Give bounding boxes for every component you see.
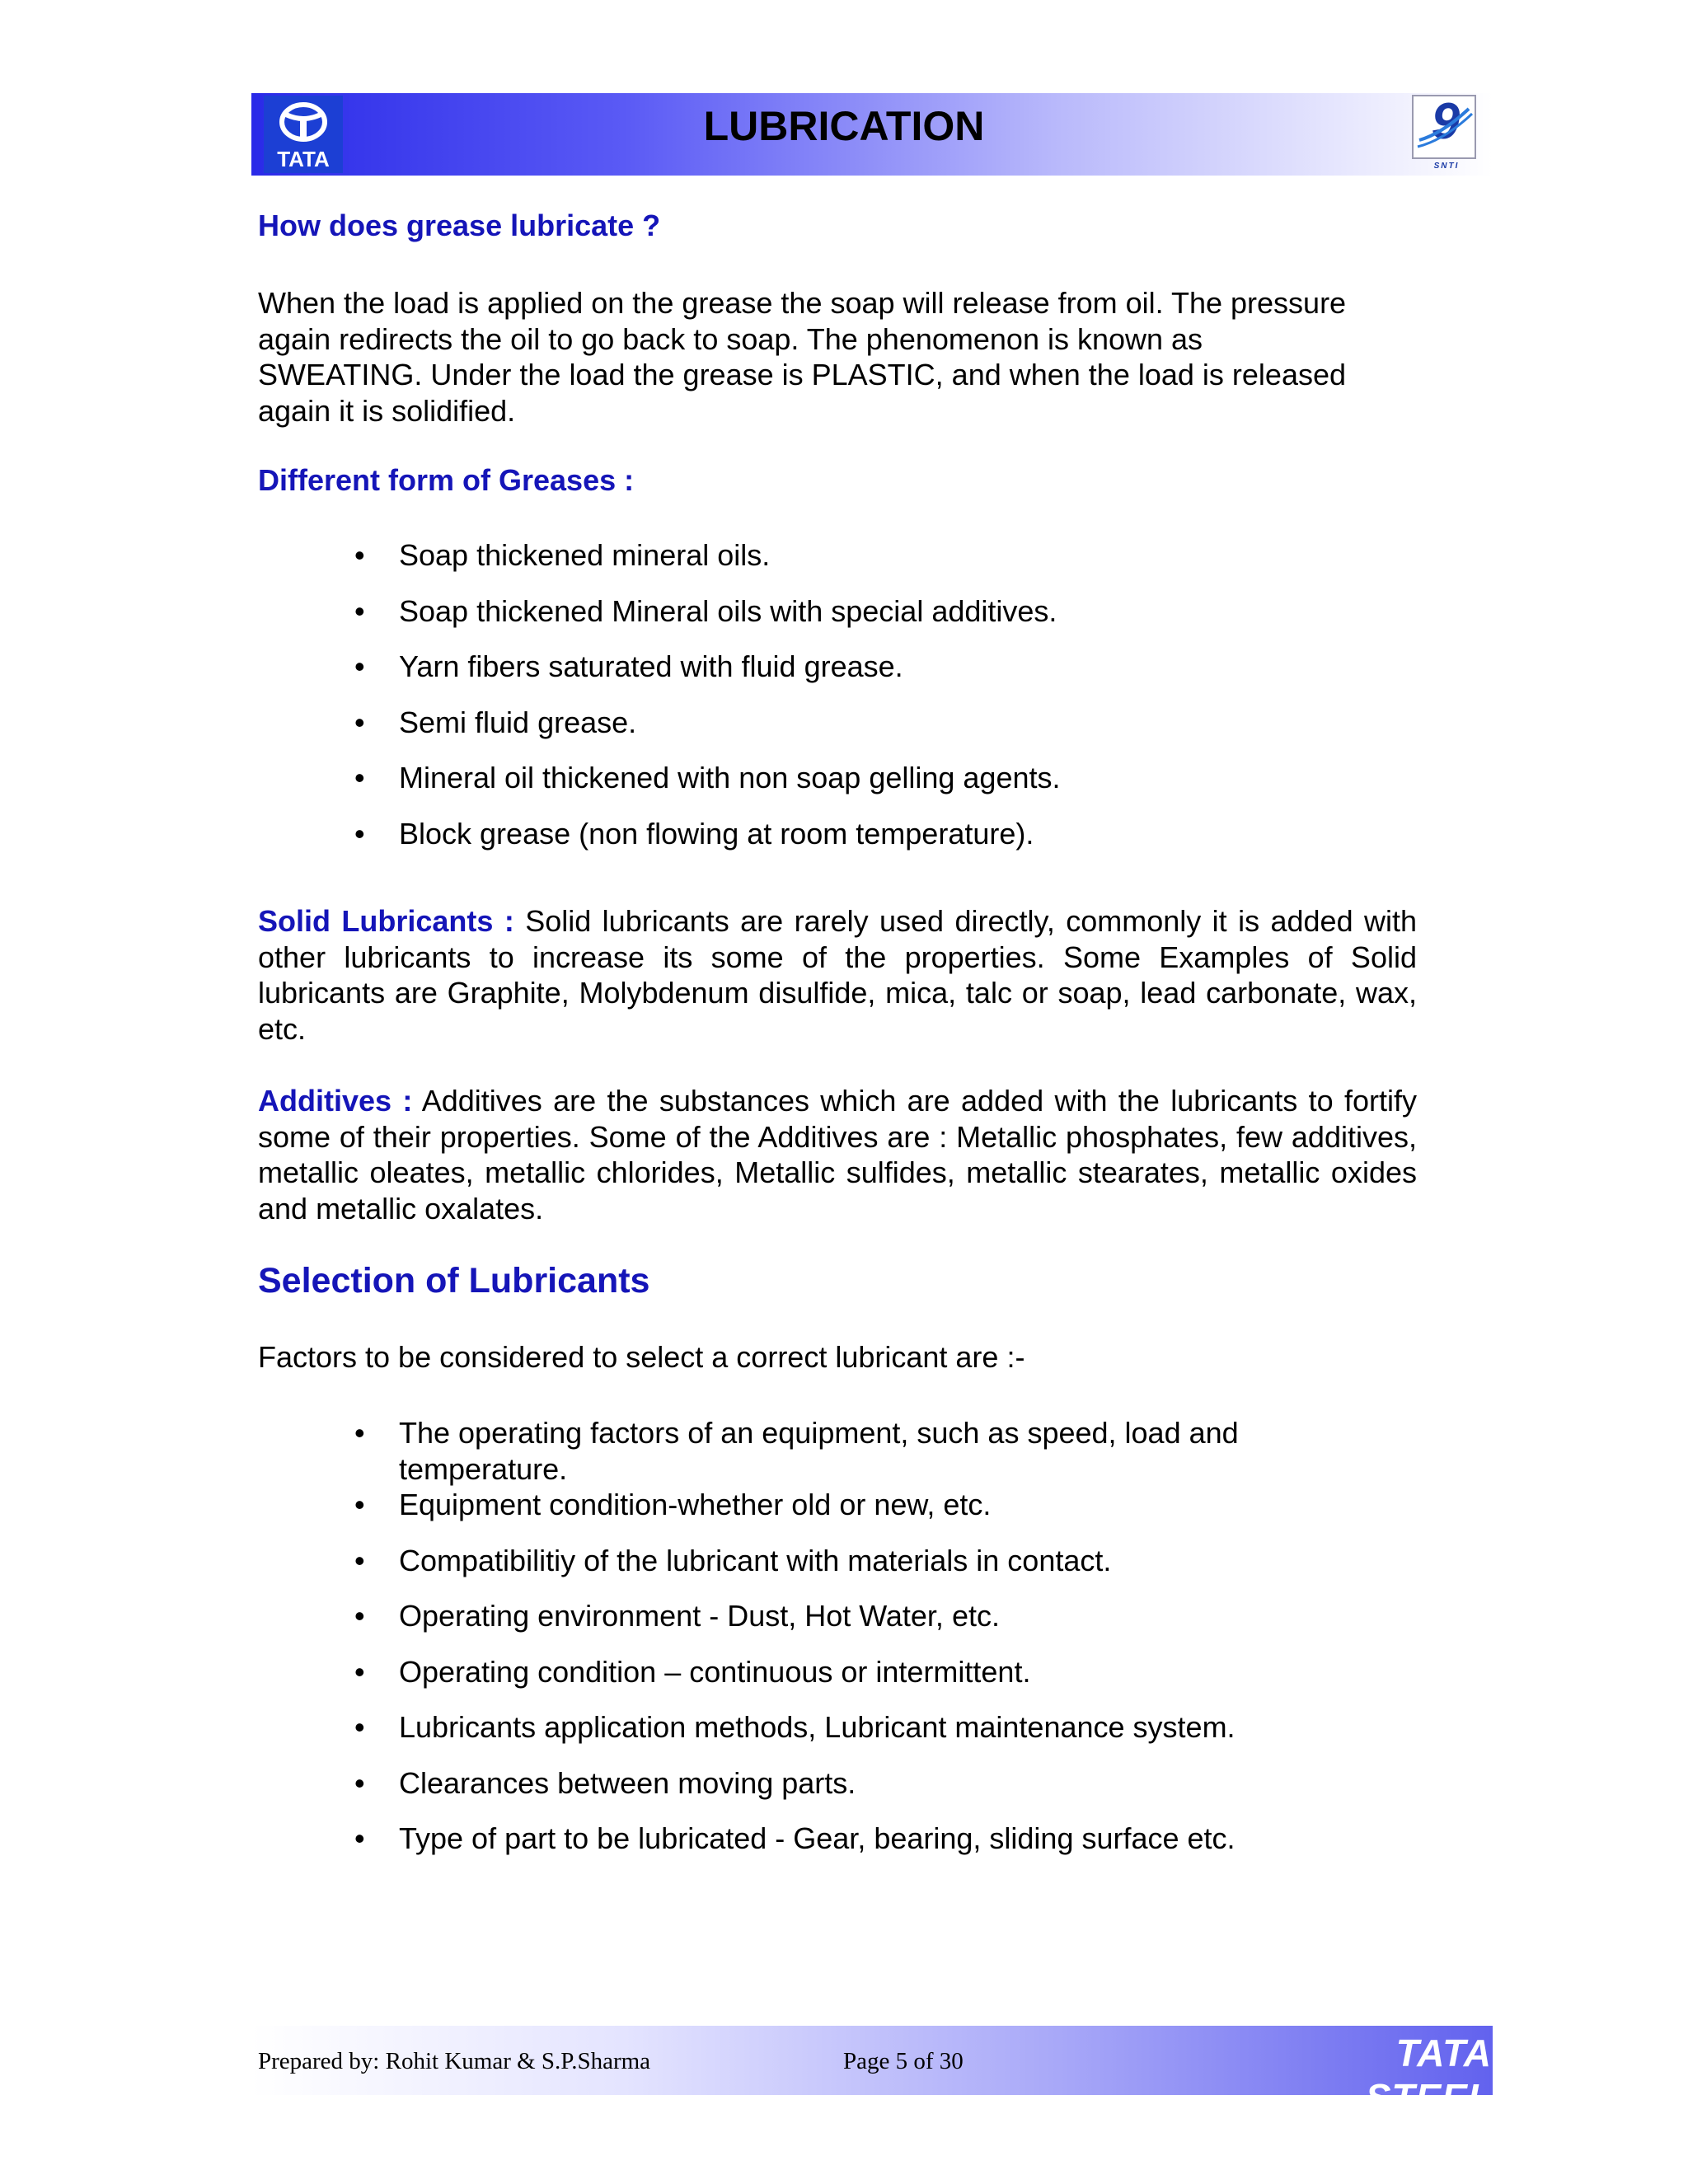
bullet-icon: • [354,649,365,683]
list-item: • Mineral oil thickened with non soap gelling agents. [354,761,1061,794]
bullet-icon: • [354,538,365,572]
additives-paragraph [258,1083,1417,1226]
bullet-icon: • [354,816,365,851]
list-item: • Yarn fibers saturated with fluid grease. [354,649,903,683]
bullet-icon: • [354,1710,365,1744]
list-item: • Semi fluid grease. [354,705,637,739]
tata-steel-logo: TATA STEEL [1365,2032,1492,2119]
list-item: • The operating factors of an equipment, such as speed, load and temperature. [354,1416,1239,1486]
bullet-icon: • [354,1821,365,1855]
bullet-icon: • [354,1765,365,1800]
svg-text:TATA: TATA [277,147,330,171]
list-item: • Operating condition – continuous or intermittent. [354,1654,1031,1689]
solid-lubricants-paragraph [258,903,1417,1047]
list-item: • Compatibilitiy of the lubricant with materials in contact. [354,1543,1112,1577]
bullet-icon: • [354,1543,365,1577]
solid-lubricants-heading: Solid Lubricants : [258,904,514,938]
bullet-icon: • [354,761,365,794]
selection-heading: Selection of Lubricants [258,1261,650,1301]
bullet-icon: • [354,1488,365,1521]
svg-text:9: 9 [1431,93,1461,150]
grease-line: SWEATING. Under the load the grease is PLASTIC, and when the load is released [258,358,1347,391]
grease-line: again redirects the oil to go back to soap. The phenomenon is known as [258,321,1203,356]
additives-text: Additives are the substances which are added with the lubricants to fortify some of their properties. Some of the Additives are : Metallic phosphates, few additives, metallic oleates, metallic chlorides, Metallic sulfides, metallic stearates, metallic oxides and metallic oxalates. [258,1084,1417,1226]
list-item: • Operating environment - Dust, Hot Water, etc. [354,1599,1000,1633]
list-item: • Lubricants application methods, Lubricant maintenance system. [354,1710,1236,1744]
grease-paragraph [258,285,1420,429]
footer-page-number: Page 5 of 30 [843,2048,964,2074]
bullet-icon: • [354,1416,365,1450]
list-item: • Type of part to be lubricated - Gear, bearing, sliding surface etc. [354,1821,1236,1855]
grease-line: again it is solidified. [258,393,516,428]
factors-intro: Factors to be considered to select a correct lubricant are :- [258,1340,1025,1374]
document-title: LUBRICATION [703,103,985,149]
forms-list [354,537,1061,851]
footer-prepared-by: Prepared by: Rohit Kumar & S.P.Sharma [258,2048,651,2074]
snti-logo-text: SNTI [1433,162,1460,171]
forms-heading: Different form of Greases : [258,463,635,497]
grease-heading: How does grease lubricate ? [258,209,661,242]
list-item: • Soap thickened mineral oils. [354,538,771,572]
solid-lubricants-text: Solid lubricants are rarely used directly, commonly it is added with other lubricants to increase its some of the properties. Some Examples of Solid lubricants are Graphite, Molybdenum disulfide, mica, talc or soap, lead carbonate, wax, etc. [258,904,1418,1046]
grease-line: When the load is applied on the grease the soap will release from oil. The pressure [258,286,1347,320]
list-item: • Equipment condition-whether old or new, etc. [354,1488,992,1521]
additives-heading: Additives : [258,1084,413,1118]
factors-list [354,1415,1314,1857]
list-item: • Soap thickened Mineral oils with special additives. [354,593,1057,628]
bullet-icon: • [354,593,365,628]
bullet-icon: • [354,705,365,739]
bullet-icon: • [354,1599,365,1633]
list-item: • Clearances between moving parts. [354,1765,856,1800]
list-item: • Block grease (non flowing at room temperature). [354,816,1034,851]
bullet-icon: • [354,1654,365,1689]
